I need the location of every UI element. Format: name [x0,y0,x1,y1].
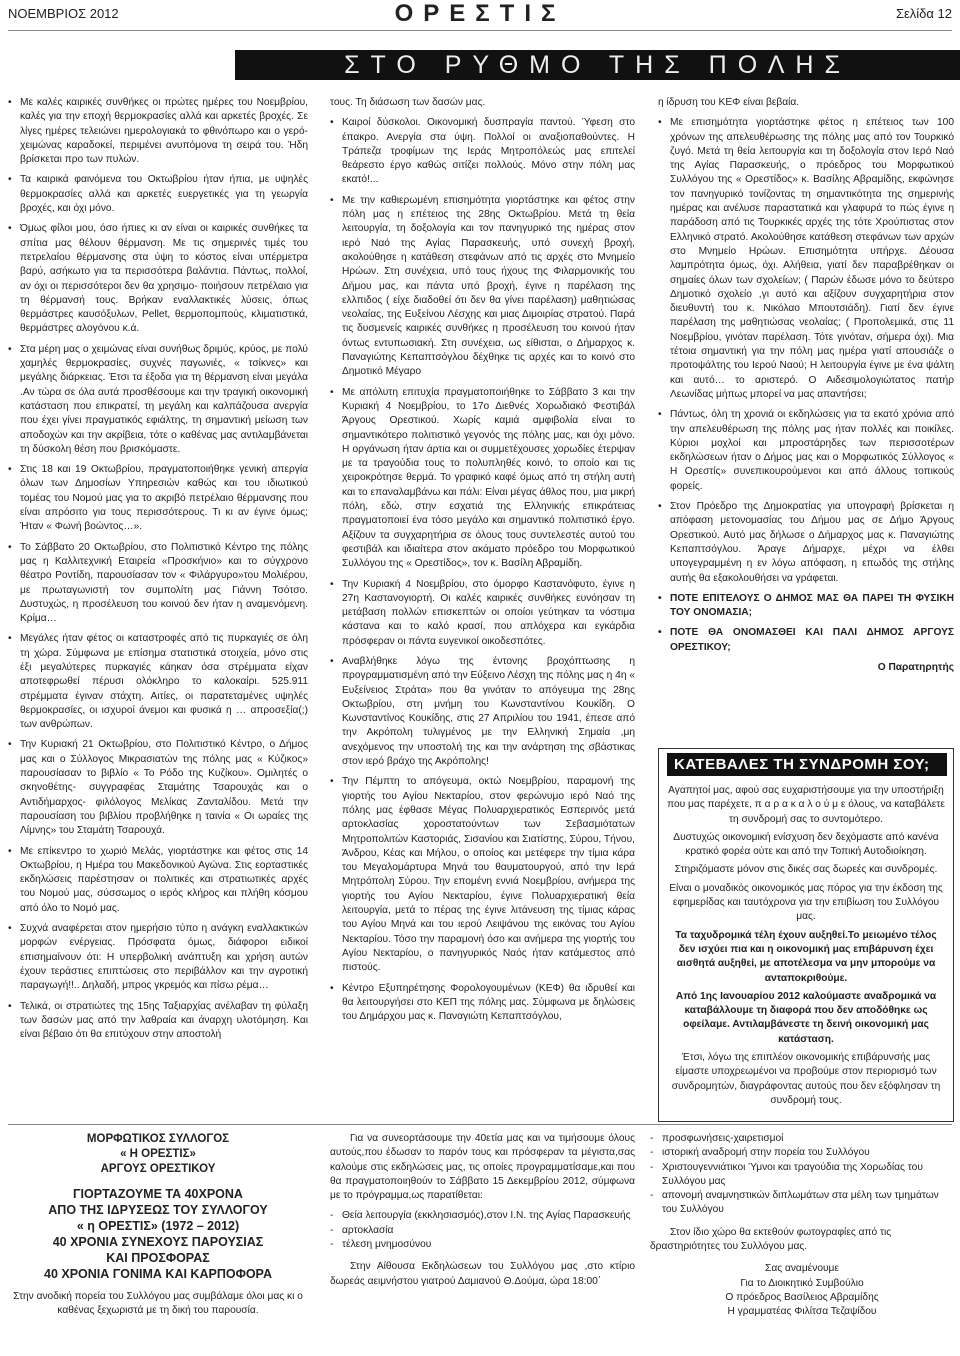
venue-text: Στην Αίθουσα Εκδηλώσεων του Συλλόγου μας ,στο κτίριο δωρεάς αειμνήστου γιατρού Δαμιανού Θ.Δούμα, ώρα 18:00΄ [330,1261,635,1287]
author-signature: Ο Παρατηρητής [877,661,954,673]
box-paragraph: Αγαπητοί μας, αφού σας ευχαριστήσουμε για την υποστήριξη που μας παρέχετε, π α ρ α κ α λ ο ύ μ ε όλους, να καταβάλετε τη συνδρομή σας το συντομότερο. [667,785,945,825]
box-paragraph: Από 1ης Ιανουαρίου 2012 καλούμαστε αναδρομικά να καταβάλλουμε τη διαφορά που δεν αποδόθηκε ως οφείλαμε. Αντιλαμβάνεστε τη δεινή οικονομική μας κατάσταση. [675,990,937,1045]
anniversary-heading: ΚΑΙ ΠΡΟΣΦΟΡΑΣ [106,1250,210,1265]
org-name: ΜΟΡΦΩΤΙΚΟΣ ΣΥΛΛΟΓΟΣ [86,1133,230,1145]
anniversary-heading: ΑΠΟ ΤΗΣ ΙΔΡΥΣΕΩΣ ΤΟΥ ΣΥΛΛΟΓΟΥ [48,1202,268,1217]
paragraph: • Στον Πρόεδρο της Δημοκρατίας για υπογραφή βρίσκεται η απόφαση μετονομασίας του Δήμου μας σε Δήμο Άργους Ορεστικού. Αυτό μας δήλωσε ο Δήμαρχος μας κ. Παναγιώτης Κεπαπτσόγλου. Άραγε Δήμαρχε, μέχρι να έλθει υπογεγραμμένη η εν λόγω απόφαση, η επωδός της στήλης αυτής θα εξακολουθήσει να γράφεται. [658,500,954,586]
paragraph: • Όμως φίλοι μου, όσο ήπιες κι αν είναι οι καιρικές συνθήκες τα σπίτια μας θέλουν θέρμανση. Με τις σημερινές τιμές του πετρελαίου θέρμανσης στα ύψη το κόστος είναι υπέρμετρα βαρύ, ασήκωτο για τα περισσότερα βαλάντια. Πάντως, πολλοί, αν όχι οι περισσότεροι δεν θα χρησιμο- ποιήσουν πετρέλαιο για τη θέρμανσή τους. Βρήκαν εναλλακτικές λύσεις, όπως θερμάστρες καυσόξυλων, Pellet, θερμοπομπούς, κλιματιστικά, θερμάστρες αλογόνου κ.ά. [8,222,308,336]
anniversary-heading: 40 ΧΡΟΝΙΑ ΓΟΝΙΜΑ ΚΑΙ ΚΑΡΠΟΦΟΡΑ [44,1266,272,1281]
anniversary-heading: « η ΟΡΕΣΤΙΣ» (1972 – 2012) [76,1218,240,1233]
subscription-title: ΚΑΤΕΒΑΛΕΣ ΤΗ ΣΥΝΔΡΟΜΗ ΣΟΥ; [667,753,947,776]
question-heading: • ΠΟΤΕ ΕΠΙΤΕΛΟΥΣ Ο ΔΗΜΟΣ ΜΑΣ ΘΑ ΠΑΡΕΙ ΤΗ ΦΥΣΙΚΗ ΤΟΥ ΟΝΟΜΑΣΙΑ; [658,592,954,621]
question-heading: • ΠΟΤΕ ΘΑ ΟΝΟΜΑΣΘΕΙ ΚΑΙ ΠΑΛΙ ΔΗΜΟΣ ΑΡΓΟΥΣ ΟΡΕΣΤΙΚΟΥ; [658,626,954,655]
paragraph: • Με την καθιερωμένη επισημότητα γιορτάστηκε και φέτος στην πόλη μας η επέτειος της 28ης Οκτωβρίου. Μετά τη θεία λειτουργία, τη δοξολογία και τον πανηγυρικό της ημέρας στον ιερό Ναό της Αγίας Παρασκευής, υπό συνεχή βροχή, ακολούθησε η κατάθεση στεφάνων από τις αρχές στο Μνημείο Ηρώων. Στη συνέχεια, υπό τους ήχους της Φιλαρμονικής του Δήμου μας, και πάντα υπό βροχή, έγινε η παρέλαση της ελλπιδος ( είχε διαδοθεί ότι δεν θα γίνει παρέλαση) μαθητιώσας νεολαίας, της Ευξείνου Λέσχης και μιας Διμοιρίας στρατού. Παρά τις δυσμενείς καιρικές συνθήκες η προσέλευση του κοινού ήταν όντως εντυπωσιακή. Στη συνέχεια, ως είθισται, ο Δήμαρχος κ. Παναγιώτης Κεπαπτσόγλου δέχθηκε τις αρχές και το κοινό στο Δημοτικό Μέγαρο [330,194,635,380]
anniversary-announcement [8,1132,308,1318]
paragraph: • Συχνά αναφέρεται στον ημερήσιο τύπο η ανάγκη εναλλακτικών μορφών ενέργειας. Πρόσφατα όμως, διάφοροι ειδικοί επισημαίνουν ότι: Η υπερβολική ανάπτυξη και χρήση αυτών έχουν τεράστιες επιπτώσεις στο περιβάλλον και την αγροτική παραγωγή!!.. Δηλαδή, μπρος γκρεμός και πίσω ρέμα… [8,922,308,993]
newspaper-logo: ΟΡΕΣΤΙΣ [394,0,566,27]
column-3 [658,96,954,681]
paragraph: • Καιροί δύσκολοι. Οικονομική δυσπραγία παντού. Ύφεση στο έπακρο. Ανεργία στα ύψη. Πολλοί οι αναξιοπαθούντες. Η Τράπεζα τροφίμων της Ιεράς Μητροπόλεώς μας επιτελεί θεάρεστο έργο καθώς σιτίζει πολλούς. Μόνο στην πόλη μας εκατό!... [330,116,635,187]
bottom-divider [8,1124,952,1125]
exhibition-note: Στον ίδιο χώρο θα εκτεθούν φωτογραφίες από τις δραστηριότητες του Συλλόγου μας. [650,1226,892,1253]
signature-line: Ο πρόεδρος Βασίλειος Αβραμίδης [725,1291,879,1303]
paragraph: • Τελικά, οι στρατιώτες της 15ης Ταξιαρχίας ανέλαβαν τη φύλαξη των δασών μας από την λαθραία και άναρχη υλοτόμηση. Και είναι βέβαιο ότι θα επιτύχουν στην αποστολή [8,1000,308,1043]
paragraph: • Στις 18 και 19 Οκτωβρίου, πραγματοποιήθηκε γενική απεργία όλων των Δημοσίων Υπηρεσιών καθώς και του ιδιωτικού τομέας του Νομού μας για το ακριβό πετρέλαιο θέρμανσης που είναι απρόσιτο για τους περισσότερους. Τι κι αν έγινε όμως; Ήταν « Φωνή βοώντος…». [8,463,308,534]
anniversary-heading: ΓΙΟΡΤΑΖΟΥΜΕ ΤΑ 40ΧΡΟΝΑ [73,1186,243,1201]
signature-line: Για το Διοικητικό Συμβούλιο [740,1277,864,1289]
signature-line: Σας αναμένουμε [765,1263,839,1275]
paragraph: • Με καλές καιρικές συνθήκες οι πρώτες ημέρες του Νοεμβρίου, καλές για την εποχή θερμοκρασίες αλλά και αρκετές βροχές. Σε λίγες ημέρες τελειώνει ημερολογιακά το φθινόπωρο και ο γερό- χειμώνας καραδοκεί, περιμένει ανυπόμονα τη σειρά του. Ήδη βρίσκεται προ των πυλών. [8,96,308,167]
column-1 [8,96,308,1048]
issue-date: ΝΟΕΜΒΡΙΟΣ 2012 [8,6,119,21]
anniversary-heading: 40 ΧΡΟΝΙΑ ΣΥΝΕΧΟΥΣ ΠΑΡΟΥΣΙΑΣ [52,1234,264,1249]
paragraph: • Αναβλήθηκε λόγω της έντονης βροχόπτωσης η προγραμματισμένη από την Εύξεινο Λέσχη της πόλης μας η 4η « Ευξείνειος Στράτα» που θα γινόταν το απόγευμα της 28ης Οκτωβρίου, στη μνήμη του Κωνσταντίνου Κουκίδη. Ο Κωνσταντίνος Κουκίδης, στις 27 Απριλίου του 1941, έπεσε από την Ακρόπολη τυλιγμένος με την Ελληνική Σημαία ,μη ανεχόμενος την υποστολή της και την ανάρτηση της σβάστικας στον ιερό βράχο της Ακρόπολης! [330,655,635,769]
header-divider [8,30,952,31]
paragraph: • Την Κυριακή 4 Νοεμβρίου, στο όμορφο Καστανόφυτο, έγινε η 27η Καστανογιορτή. Οι καλές καιρικές συνθήκες ευνόησαν τη μετάβαση πολλών επισκεπτών οι οποίοι γεύτηκαν τα νόστιμα κάστανα και το καλό κρασί, που απλόχερα και εγκάρδια πρόσφεραν οι πάντα ευγενικοί οικοδεσπότες. [330,578,635,649]
org-name: ΑΡΓΟΥΣ ΟΡΕΣΤΙΚΟΥ [100,1163,216,1176]
paragraph: • Στα μέρη μας ο χειμώνας είναι συνήθως δριμύς, κρύος, με πολύ χαμηλές θερμοκρασίες, συχνές παγωνιές, « τσίκνες» και μεγάλης διάρκειας. Έτσι τα έξοδα για τη θέρμανση είναι μεγάλα .Αν τώρα σε όλα αυτά προσθέσουμε και την τραγική οικονομική κατάσταση που επικρατεί, τη μεγάλη και καλπάζουσα ανεργία που έχει γίνει πραγματικός εφιάλτης, τη σημαντική μείωση των αποδοχών και την ακρίβεια, τότε ο καθένας μας αντιλαμβάνεται τη δύσκολη θέση που βρισκόμαστε. [8,343,308,457]
paragraph: • Τα καιρικά φαινόμενα του Οκτωβρίου ήταν ήπια, με υψηλές θερμοκρασίες αλλά και αρκετές ευεργετικές για τη γεωργία βροχές, και όχι μόνο. [8,173,308,216]
program-item: - απονομή αναμνηστικών διπλωμάτων στα μέλη των τμημάτων του Συλλόγου [650,1189,954,1218]
column-2 [330,96,635,1030]
program-item: - Χριστουγεννιάτικοι Ύμνοι και τραγούδια της Χορωδίας του Συλλόγου μας [650,1161,954,1190]
paragraph: • Με απόλυτη επιτυχία πραγματοποιήθηκε το Σάββατο 3 και την Κυριακή 4 Νοεμβρίου, το 17ο Διεθνές Χορωδιακό Φεστιβάλ Άργους Ορεστικού. Χωρίς καμιά αμφιβολία είναι το σημαντικότερο πολιτιστικό γεγονός της πόλης μας, και όχι μόνο. Η οργάνωση ήταν άρτια και οι συμμετέχουσες χορωδίες έτερψαν με τα τραγούδια τους το πολυπληθές κοινό, το οποίο και τις χειροκρότησε θερμά. Το γραφικό καφέ όμως από τη στήλη αυτή και το επαναλαμβάνω και πάλι: Είναι μέγας άθλος που, μια μικρή πόλη, εδώ, στην εσχατιά της Ελληνικής επικράτειας πραγματοποιεί ένα τόσο μεγάλο και σημαντικό πολιτιστικό έργο. Αξίζουν τα συγχαρητήρια σε όλους τους συντελεστές αυτού του φεστιβάλ και ιδιαίτερα στον ακάματο πρόεδρο του Μορφωτικού Συλλόγου της « Ορεστίδος», τον κ. Βασίλη Αβραμίδη. [330,386,635,572]
paragraph: η ίδρυση του ΚΕΦ είναι βεβαία. [658,97,800,108]
box-paragraph: Δυστυχώς οικονομική ενίσχυση δεν δεχόμαστε από κανένα κρατικό φορέα ούτε και από την Τοπική Αυτοδιοίκηση. [673,831,939,858]
invitation-text: Για να συνεορτάσουμε την 40ετία μας και να τιμήσουμε όλους αυτούς,που έδωσαν το παρόν τους και πρόσφεραν τα μέγιστα,σας καλούμε στις εκδηλώσεις μας, τις οποίες προγραμματίσαμε,και που θα πραγματοποιηθούν το Σάββατο 15 Δεκεμβρίου 2012, σύμφωνα με το πρόγραμμα,ως παρατίθεται: [330,1133,635,1202]
box-paragraph: Έτσι, λόγω της επιπλέον οικονομικής επιβάρυνσής μας είμαστε υποχρεωμένοι να προβούμε στον περιορισμό των συνδρομητών, διαγράφοντας αυτούς που δεν εξόφλησαν τη συνδρομή τους. [671,1052,941,1106]
box-paragraph: Είναι ο μοναδικός οικονομικός μας πόρος για την έκδοση της εφημερίδας και ταυτόχρονα για την επιβίωση του Συλλόγου μας. [669,882,943,923]
event-program [650,1132,954,1320]
paragraph: • Την Κυριακή 21 Οκτωβρίου, στο Πολιτιστικό Κέντρο, ο Δήμος μας και ο Σύλλογος Μικρασιατών της πόλης μας « Κύζικος» παρουσίασαν το βιβλίο « Το Ρόδο της Κυζίκου». Ομιλητές ο σκηνοθέτης- συγγραφέας Σταμάτης Τσαρουχάς και ο Αντιδήμαρχος- φιλόλογος Μελίκας Ζανταλίδου. Μετά την παρουσίαση του βιβλίου προβλήθηκε η ταινία « Οι ωραίες της Λίμνης» του Σταμάτη Τσαρουχά. [8,738,308,838]
paragraph: • Πάντως, όλη τη χρονιά οι εκδηλώσεις για τα εκατό χρόνια από την απελευθέρωση της πόλης μας ήταν πολλές και ποικίλες. Κύριοι μοχλοί και μπροστάρηδες των περισσοτέρων εκδηλώσεων ήταν ο Δήμος μας και ο Μορφωτικός Σύλλογος « Η Ορεστίς» συνεπικουρούμενοι και από άλλους τοπικούς φορείς. [658,408,954,494]
paragraph: • Κέντρο Εξυπηρέτησης Φορολογουμένων (ΚΕΦ) θα ιδρυθεί και θα λειτουργήσει στο ΚΕΠ της πόλης μας. Σύμφωνα με δηλώσεις του Δημάρχου μας κ. Παναγιώτη Κεπαπτσόγλου, [330,982,635,1025]
subscription-box [658,748,954,1122]
paragraph: • Με επισημότητα γιορτάστηκε φέτος η επέτειος των 100 χρόνων της απελευθέρωσης της πόλης μας από τον Τουρκικό ζυγό. Μετά τη θεία λειτουργία και τη δοξολογία στον Ιερό Ναό της Αγίας Παρασκευής, ο πρόεδρος του Μορφωτικού Συλλόγου της « Ορεστίδος» κ. Βασίλης Αβραμίδης, εκφώνησε τον πανηγυρικό τονίζοντας τη σημαντικότητα της σημερινής ημέρας και ανέλυσε παραστατικά και γλαφυρά το πώς έγινε η παράδοση από τις Τουρκικές αρχές της τότε Χρούπιστας στον Ελληνικό στρατό. Ακολούθησε κατάθεση στεφάνων των αρχών στο Μνημείο Ηρώων. Επισημότητα υπήρχε. Δέουσα λαμπρότητα όμως, όχι. Αλήθεια, γιατί δεν παραβρέθηκαν οι σημαίες όλων των σχολείων; ( Παρών έδωσε μόνο το δεύτερο Δημοτικό σχολείο ,γι αυτό και αξίζουν συγχαρητήρια στον διευθυντή του κ. Νικόλαο Μπουτσιάδη). Γιατί δεν έγινε παρέλαση της μαθητιώσας νεολαίας; ( Προπολεμικά, στις 11 Νοεμβρίου, γινόταν παρέλαση. Τότε γινόταν, σήμερα όχι). Μια τέτοια σημαντική για την πόλη μας ημέρα γιατί απουσιάζε ο προτοψάλτης του Ιερού Ναού; Η λειτουργία έγινε με ένα ψάλτη και αυτό… το αριστερό. Ο Αιδεσιμολογιώτατος πατήρ Λεωνίδας μήπως μπορεί να μας απαντήσει; [658,116,954,402]
box-paragraph: Τα ταχυδρομικά τέλη έχουν αυξηθεί.Το μειωμένο τέλος δεν ισχύει πια και η οικονομική μας επιβάρυνση έχει αισθητά αυξηθεί, με αποτέλεσμα να μην μπορούμε να ανταποκριθούμε. [675,929,937,984]
program-item: - προσφωνήσεις-χαιρετισμοί [650,1132,954,1146]
paragraph: τους. Τη διάσωση των δασών μας. [330,97,486,108]
box-paragraph: Στηριζόμαστε μόνον στις δικές σας δωρεές και συνδρομές. [674,864,938,876]
program-item: - τέλεση μνημοσύνου [330,1238,635,1252]
paragraph: • Το Σάββατο 20 Οκτωβρίου, στο Πολιτιστικό Κέντρο της πόλης μας η Καλλιτεχνική Εταιρεία «Προσκήνιο» και το σύγχρονο θέατρο Ροντίδη, παρουσίασαν τον « Φιλάργυρο»του Μολιέρου, με πρωταγωνιστή τον συμπολίτη μας Γιάννη Τσότσο. Δυστυχώς, η προσέλευση του κοινού δεν ήταν η αναμενόμενη. Κρίμα… [8,541,308,627]
paragraph: • Μεγάλες ήταν φέτος οι καταστροφές από τις πυρκαγιές σε όλη τη χώρα. Σύμφωνα με επίσημα στατιστικά στοιχεία, μόνο στις έξι μεγαλύτερες πυρκαγιές κάηκαν όσα στρέμματα είχαν αποτεφρωθεί πέρυσι ολόκληρο το καλοκαίρι. 525.911 στρέμματα έγιναν στάχτη. Αιτίες, οι παρατεταμένες υψηλές θερμοκρασίες, οι ισχυροί άνεμοι και φυσικά η … απροσεξία(;) των ανθρώπων. [8,632,308,732]
event-invitation [330,1132,635,1289]
page-number: Σελίδα 12 [895,6,952,21]
paragraph: • Με επίκεντρο το χωριό Μελάς, γιορτάστηκε και φέτος στις 14 Οκτωβρίου, η Ημέρα του Μακεδονικού Αγώνα. Στις εορταστικές εκδηλώσεις παρέστησαν οι πολιτικές και στρατιωτικές αρχές του Νομού μας, σύσσωμος ο ιερός κλήρος και πλήθη κόσμου από όλο το Νομό μας. [8,845,308,916]
section-banner: ΣΤΟ ΡΥΘΜΟ ΤΗΣ ΠΟΛΗΣ [235,50,960,80]
paragraph: • Την Πέμπτη το απόγευμα, οκτώ Νοεμβρίου, παραμονή της γιορτής του Αγίου Νεκταρίου, στον φερώνυμο ιερό Ναό της πόλης μας έφθασε Μέγας Πολυαρχιερατικός Εσπερινός μετά αρτοκλασίας χοροστατούντων των Σεβασμιότατων Μητροπολιτών Καστοριάς, Σισανίου και Σιατίστης, Σύρου, Τήνου, Άνδρου, Κέας και Μήλου, ο οποίος και μετέφερε την τίμια κάρα του Μεγαλομάρτυρα Μηνά του θαυματουργού, από την Ιερά Μητρόπολη Σύρου. Την επομένη εννιά Νοεμβρίου, ανήμερα της γιορτής του Αγίου Νεκταρίου, έγινε Πολυαρχιερατική θεία λειτουργία, μετά το πέρας της έγινε λιτάνευση της τίμιας κάρας του Αγίου Μηνά και του ιερού Λειψάνου της εικόνας του Αγίου Νεκταρίου. Τόσο την παραμονή όσο και ανήμερα της γιορτής του Αγίου Νεκταρίου, ο πανηγυρικός Ναός ήταν κατάμεστος από πιστούς. [330,775,635,975]
program-item: - αρτοκλασία [330,1224,635,1238]
org-name: « Η ΟΡΕΣΤΙΣ» [120,1148,196,1161]
signature-line: Η γραμματέας Φιλίτσα Τεζαψίδου [727,1306,877,1318]
program-item: - ιστορική αναδρομή στην πορεία του Συλλόγου [650,1146,954,1160]
anniversary-note: Στην ανοδική πορεία του Συλλόγου μας συμβάλαμε όλοι μας κι ο καθένας ξεχωριστά με τη δική του παρουσία. [13,1290,303,1316]
program-item: - Θεία λειτουργία (εκκλησιασμός),στον Ι.Ν. της Αγίας Παρασκευής [330,1209,635,1223]
